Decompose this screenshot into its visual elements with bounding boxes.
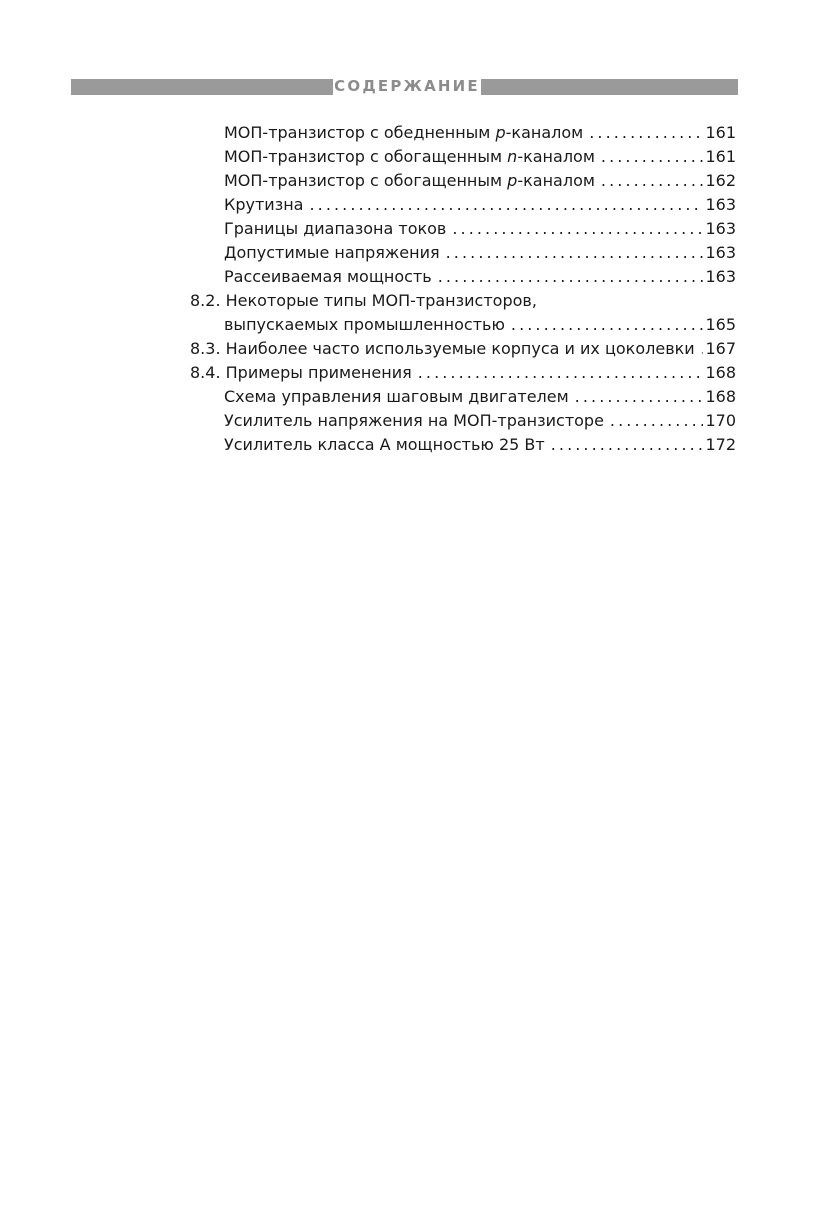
toc-page-number: 163 [705,267,736,286]
toc-page-number: 162 [705,171,736,190]
toc-section-entry[interactable] [190,337,736,361]
table-of-contents [190,121,736,457]
toc-leader-dots [551,433,704,457]
toc-entry[interactable] [190,217,736,241]
toc-entry-title: Рассеиваемая мощность [224,267,432,286]
toc-leader-dots [701,337,704,361]
toc-entry-title: Усилитель напряжения на МОП-транзисторе [224,411,604,430]
toc-page-number: 161 [705,147,736,166]
toc-section-number: 8.4. [190,363,221,382]
toc-section-entry[interactable] [190,289,736,313]
toc-leader-dots [575,385,704,409]
toc-entry-title: выпускаемых промышленностью [224,315,505,334]
toc-entry-title: 8.2. Некоторые типы МОП-транзисторов, [190,289,736,313]
toc-entry[interactable] [190,409,736,433]
toc-entry-title: 8.4. Примеры применения [190,361,412,385]
toc-entry-title: 8.3. Наиболее часто используемые корпуса и их цоколевки [190,337,695,361]
toc-entry[interactable] [190,241,736,265]
running-header-title: СОДЕРЖАНИЕ [334,77,480,95]
toc-page-number: 170 [705,411,736,430]
toc-leader-dots [418,361,704,385]
toc-entry-title: МОП-транзистор с обогащенным p-каналом [224,171,595,190]
toc-page-number: 168 [705,363,736,382]
toc-entry[interactable] [190,121,736,145]
toc-page-number: 165 [705,315,736,334]
toc-leader-dots [589,121,703,145]
toc-section-entry[interactable] [190,361,736,385]
toc-page-number: 161 [705,123,736,142]
toc-entry-title: МОП-транзистор с обогащенным n-каналом [224,147,595,166]
toc-entry[interactable] [190,169,736,193]
toc-entry-title: Усилитель класса А мощностью 25 Вт [224,435,545,454]
toc-entry-title: Допустимые напряжения [224,243,440,262]
toc-entry-title: Схема управления шаговым двигателем [224,387,569,406]
toc-entry-continuation[interactable] [190,313,736,337]
toc-leader-dots [309,193,703,217]
toc-leader-dots [601,169,704,193]
toc-leader-dots [452,217,703,241]
toc-page-number: 163 [705,195,736,214]
toc-entry[interactable] [190,145,736,169]
toc-entry[interactable] [190,265,736,289]
toc-leader-dots [610,409,704,433]
toc-page-number: 163 [705,219,736,238]
toc-leader-dots [446,241,704,265]
toc-section-number: 8.3. [190,339,221,358]
toc-entry-title: Крутизна [224,195,304,214]
toc-entry-title: МОП-транзистор с обедненным p-каналом [224,123,584,142]
toc-leader-dots [438,265,704,289]
toc-entry[interactable] [190,193,736,217]
toc-entry[interactable] [190,433,736,457]
toc-section-number: 8.2. [190,291,221,310]
toc-entry[interactable] [190,385,736,409]
toc-page-number: 167 [705,339,736,358]
toc-page-number: 172 [705,435,736,454]
toc-entry-title: Границы диапазона токов [224,219,447,238]
toc-leader-dots [601,145,704,169]
toc-leader-dots [511,313,704,337]
toc-page-number: 163 [705,243,736,262]
toc-page-number: 168 [705,387,736,406]
